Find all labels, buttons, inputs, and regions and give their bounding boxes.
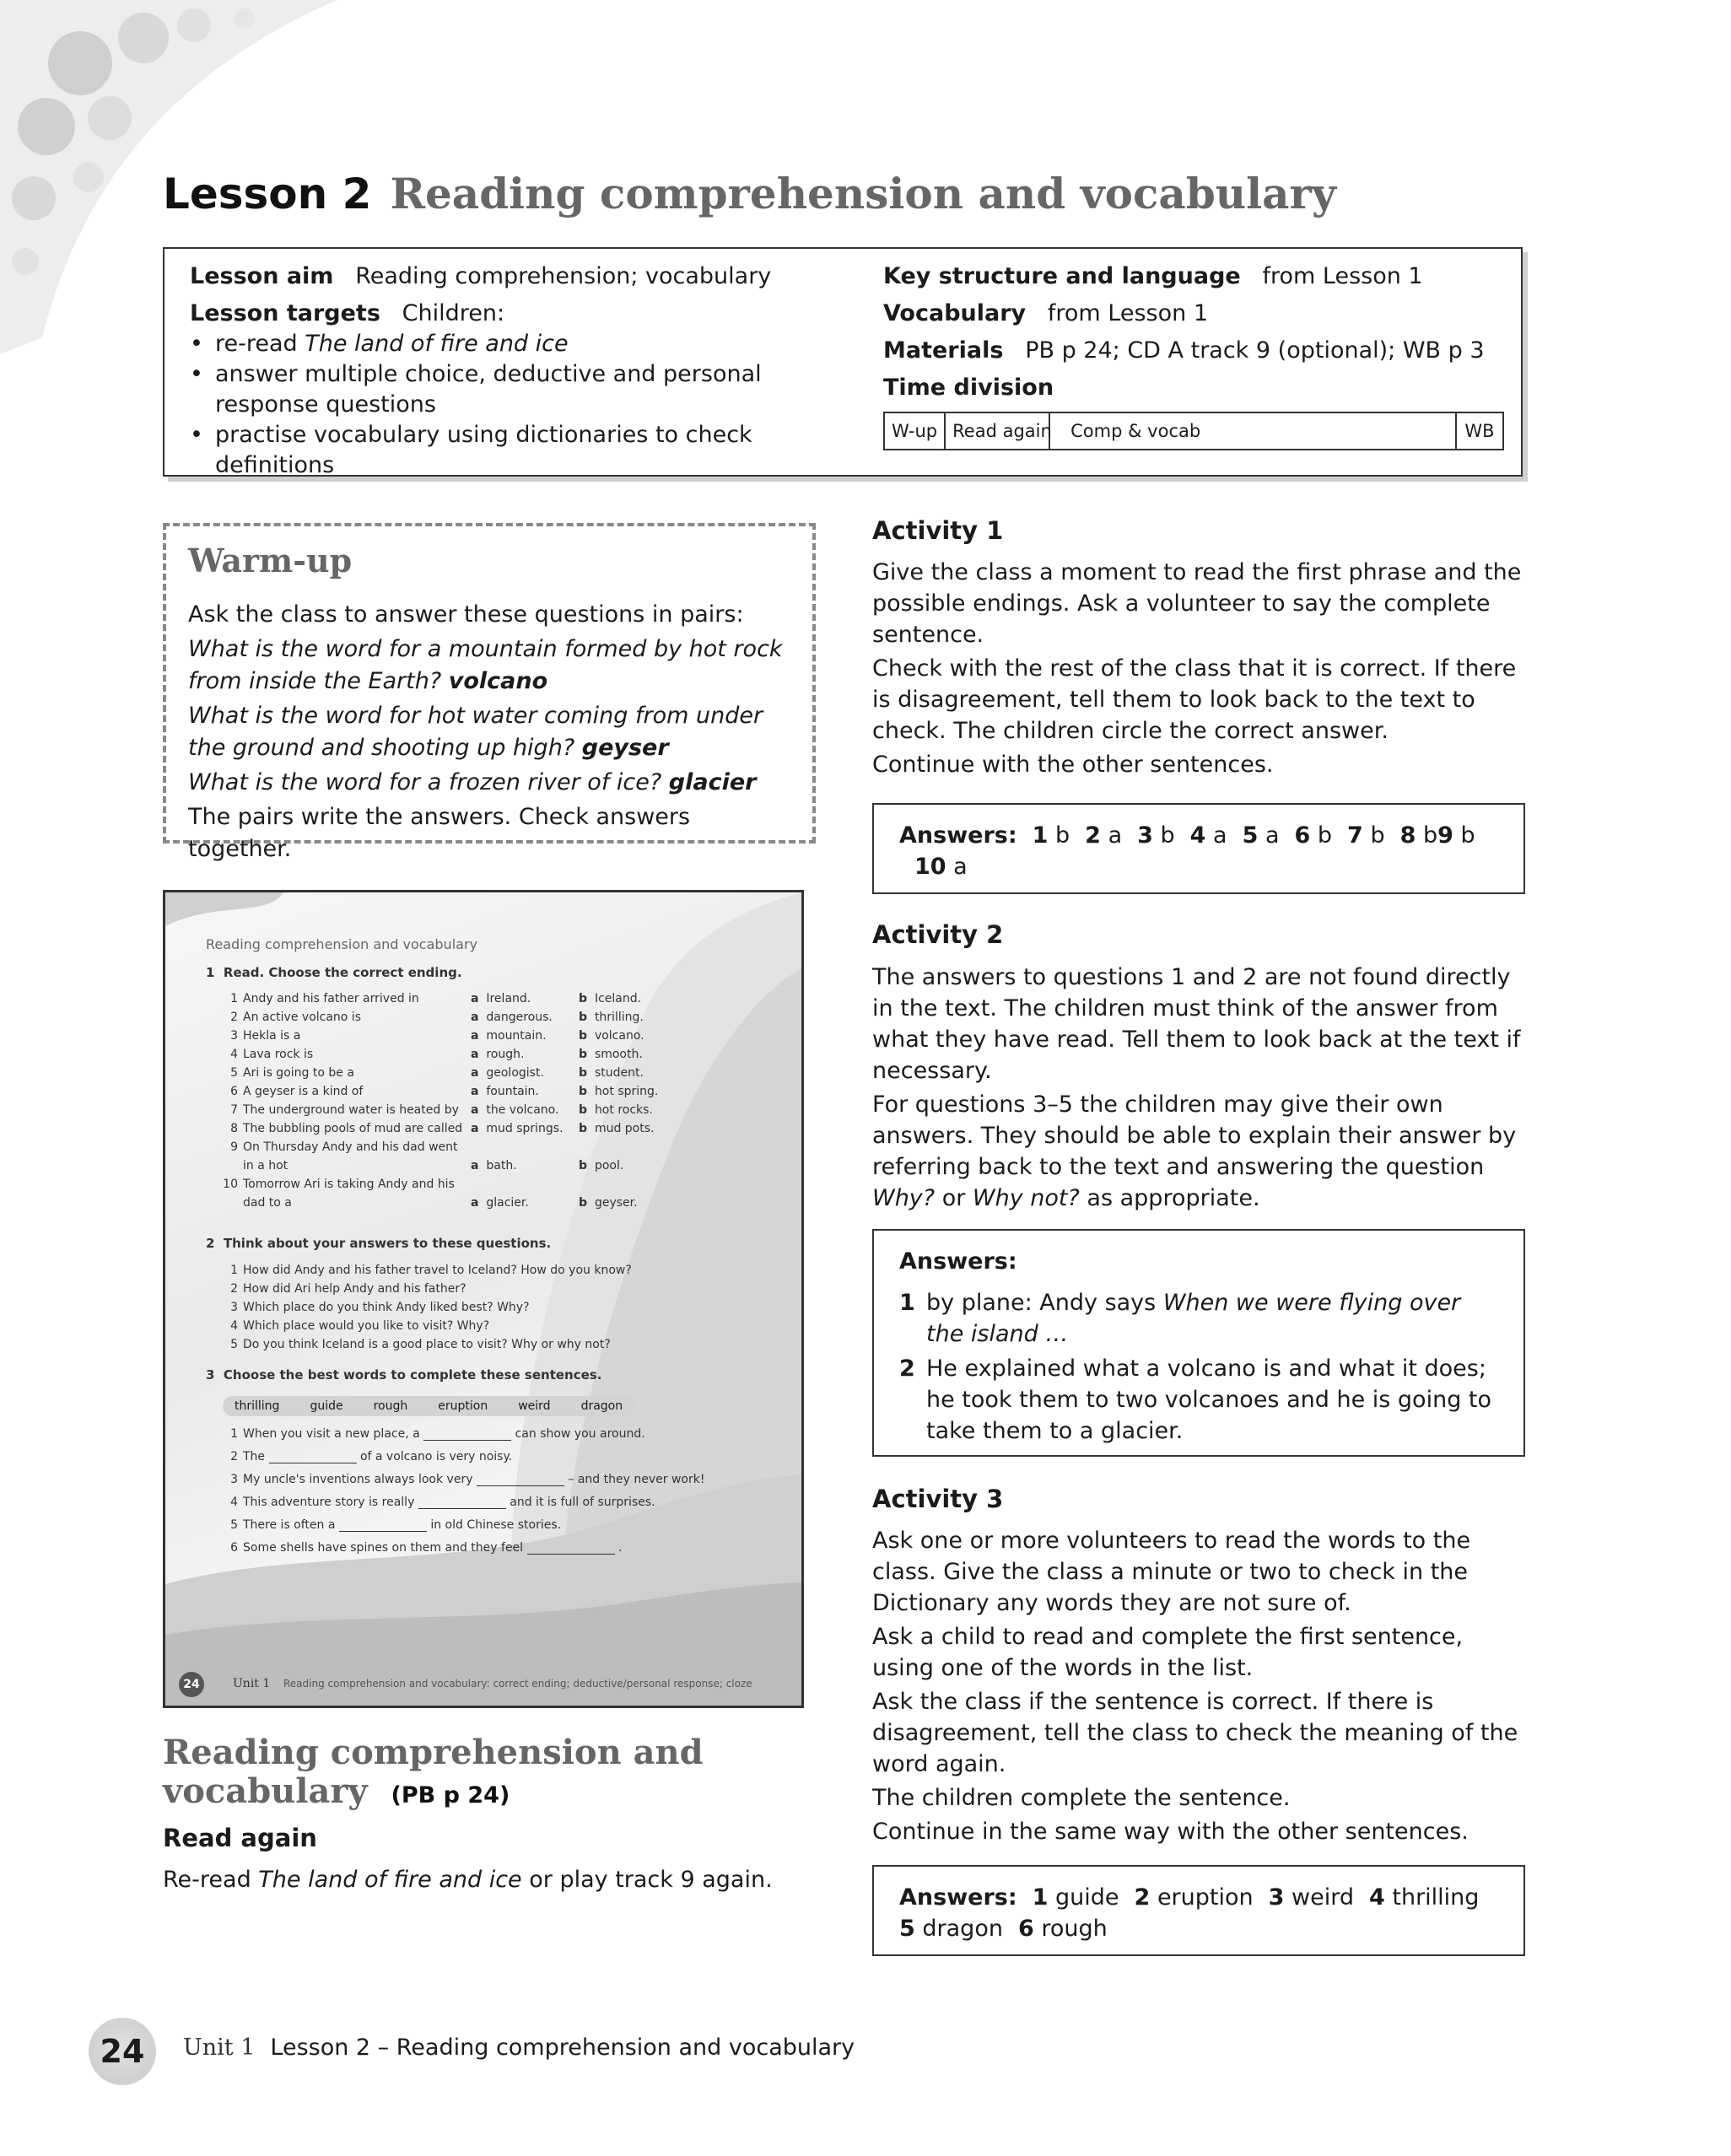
warm-up-title: Warm-up [188, 542, 353, 579]
activity-2-answers [872, 1229, 1525, 1457]
page-footer [183, 2035, 855, 2061]
warm-up-box [163, 523, 816, 862]
pb-option-b: b mud pots. [579, 1122, 655, 1135]
lesson-number: Lesson 2 [163, 170, 372, 218]
materials-label: Materials [883, 337, 1004, 364]
answer-item: 4 thrilling [1368, 1884, 1480, 1911]
lesson-aim-box [163, 247, 1523, 477]
pb-footer-text: Reading comprehension and vocabulary: correct ending; deductive/personal response; cloze [283, 1678, 752, 1690]
activity-3-answers [872, 1865, 1525, 1956]
materials-value: PB p 24; CD A track 9 (optional); WB p 3 [1025, 337, 1485, 364]
pupil-book-thumbnail [163, 890, 804, 1708]
pb-option-a: a fountain. [471, 1085, 539, 1098]
activity-2-text [872, 962, 1530, 1214]
pb-item-stem: Lava rock is [243, 1048, 314, 1061]
paragraph: Continue with the other sentences. [872, 752, 1274, 778]
pb-option-b: b student. [579, 1066, 644, 1080]
warm-up-intro: Ask the class to answer these questions in pairs: [188, 601, 744, 628]
pb-item-stem: An active volcano is [243, 1011, 361, 1024]
section-title-line: vocabulary (PB p 24) [163, 1771, 510, 1811]
vocabulary-value: from Lesson 1 [1047, 300, 1209, 326]
warm-up-question: What is the word for hot water coming from under the ground and shooting up high? geyser [188, 703, 763, 761]
pb-footer-unit: Unit 1 [233, 1677, 271, 1690]
pb-item-number: 9 [230, 1140, 238, 1154]
pb-option-a: a mud springs. [471, 1122, 564, 1135]
pb-option-a: a mountain. [471, 1029, 547, 1043]
time-division-label: Time division [883, 375, 1054, 401]
answer-item: 1 b [1032, 822, 1070, 849]
aim-label: Lesson aim [190, 263, 334, 289]
paragraph: For questions 3–5 the children may give their own answers. They should be able to explain their answer by referring back to the text and answering the question Why? or Why not? as appropriate. [872, 1091, 1517, 1211]
page-number: 24 [89, 2018, 156, 2085]
pb-item-stem: Tomorrow Ari is taking Andy and his [243, 1178, 455, 1191]
read-again-text: Re-read The land of fire and ice or play track 9 again. [163, 1867, 773, 1893]
pb-option-b: b volcano. [579, 1029, 644, 1043]
pb-item-number: 5 [230, 1066, 238, 1080]
pb-item-number: 1 [230, 1427, 238, 1441]
pb-item-number: 4 [230, 1319, 238, 1333]
answer-item: 4 a [1189, 822, 1227, 849]
pb-item-number: 6 [230, 1085, 238, 1098]
pb-question: Do you think Iceland is a good place to visit? Why or why not? [243, 1338, 611, 1351]
warm-up-question: What is the word for a mountain formed by hot rock from inside the Earth? volcano [188, 636, 783, 694]
answer-item: 7 b [1347, 822, 1385, 849]
targets-label: Lesson targets [190, 300, 380, 326]
time-segment: Read again [946, 413, 1050, 449]
answer-item: 1 guide [1032, 1884, 1119, 1911]
pb-item-number: 3 [230, 1029, 238, 1043]
warm-up-outro: The pairs write the answers. Check answers together. [188, 804, 691, 862]
pb-option-a: a dangerous. [471, 1011, 553, 1024]
answer-item: 10 a [914, 854, 968, 880]
paragraph: Ask the class if the sentence is correct. If there is disagreement, tell the class to check the meaning of the word again. [872, 1689, 1518, 1777]
answer-item: 6 rough [1017, 1916, 1108, 1942]
pb-option-b: b pool. [579, 1159, 624, 1172]
activity-3-title: Activity 3 [872, 1485, 1004, 1513]
answers-label: Answers: [899, 822, 1017, 849]
pb-option-b: b hot rocks. [579, 1103, 653, 1117]
time-segment: W-up [885, 413, 946, 449]
aim-value: Reading comprehension; vocabulary [355, 263, 772, 289]
pb-item-number: 2 [230, 1450, 238, 1463]
key-structure-label: Key structure and language [883, 263, 1241, 289]
answer-item: 6 b [1294, 822, 1333, 849]
paragraph: Check with the rest of the class that it is correct. If there is disagreement, tell them to look back to the text to check. The children circle the correct answer. [872, 655, 1517, 744]
page-title [163, 169, 1336, 218]
paragraph: Give the class a moment to read the first phrase and the possible endings. Ask a volunteer to say the complete sentence. [872, 559, 1522, 648]
pb-item-stem: Andy and his father arrived in [243, 992, 419, 1005]
pb-cloze-sentence: There is often a in old Chinese stories. [243, 1518, 562, 1532]
pb-heading: Reading comprehension and vocabulary [206, 936, 477, 952]
answers-label: Answers: [899, 1248, 1017, 1275]
pb-item-stem: The bubbling pools of mud are called [243, 1122, 463, 1135]
activity-1-title: Activity 1 [872, 516, 1004, 545]
answer-item: 8 b [1399, 822, 1438, 849]
pb-question: How did Andy and his father travel to Iceland? How do you know? [243, 1264, 632, 1277]
answer-item: 1 by plane: Andy says When we were flying over the island … [899, 1290, 1461, 1347]
pb-option-a: a rough. [471, 1048, 525, 1061]
paragraph: Continue in the same way with the other sentences. [872, 1819, 1469, 1845]
pb-item-number: 1 [230, 1264, 238, 1277]
pb-item-number: 2 [230, 1282, 238, 1296]
pb-option-a: a geologist. [471, 1066, 544, 1080]
pb-item-number: 1 [230, 992, 238, 1005]
pb-item-number: 3 [230, 1473, 238, 1486]
pb-option-a: a Ireland. [471, 992, 531, 1005]
pb-item-stem: dad to a [243, 1196, 292, 1210]
read-again-heading: Read again [163, 1824, 317, 1852]
pb-option-b: b Iceland. [579, 992, 642, 1005]
pb-cloze-sentence: This adventure story is really and it is full of surprises. [243, 1496, 655, 1509]
pb-cloze-sentence: The of a volcano is very noisy. [243, 1450, 513, 1463]
footer-unit: Unit 1 [183, 2035, 256, 2061]
answer-item: 5 a [1242, 822, 1280, 849]
answer-item: 2 a [1085, 822, 1123, 849]
paragraph: Ask one or more volunteers to read the words to the class. Give the class a minute or two to check in the Dictionary any words they are not sure of. [872, 1528, 1471, 1616]
pb-cloze-sentence: Some shells have spines on them and they feel . [243, 1541, 623, 1555]
answer-item: 5 dragon [899, 1916, 1003, 1942]
activity-3-text [872, 1525, 1530, 1847]
pb-item-number: 3 [230, 1301, 238, 1314]
pb-word-bank: thrilling guide rough eruption weird dragon [223, 1396, 634, 1416]
warm-up-question: What is the word for a frozen river of ice? glacier [188, 769, 757, 795]
paragraph: The answers to questions 1 and 2 are not found directly in the text. The children must think of the answer from what they have read. Tell them to look back at the text if necessary. [872, 964, 1521, 1084]
pb-ex3-title: 3 Choose the best words to complete these sentences. [206, 1367, 602, 1383]
section-title [163, 1733, 704, 1815]
paragraph: Ask a child to read and complete the first sentence, using one of the words in the list. [872, 1624, 1464, 1681]
pb-reference: (PB p 24) [391, 1782, 510, 1808]
time-segment: Comp & vocab [1050, 413, 1457, 449]
pb-item-number: 6 [230, 1541, 238, 1555]
target-item: • re-read The land of fire and ice [215, 329, 848, 359]
time-division-bar [883, 412, 1504, 450]
lesson-title: Reading comprehension and vocabulary [390, 169, 1336, 218]
pb-option-b: b hot spring. [579, 1085, 659, 1098]
pb-item-number: 4 [230, 1048, 238, 1061]
answer-item: 2 eruption [1134, 1884, 1254, 1911]
targets-value: Children: [402, 300, 505, 326]
pb-item-number: 2 [230, 1011, 238, 1024]
footer-text: Lesson 2 – Reading comprehension and vocabulary [270, 2035, 855, 2061]
pb-question: How did Ari help Andy and his father? [243, 1282, 466, 1296]
pb-item-stem: Ari is going to be a [243, 1066, 354, 1080]
pb-item-number: 4 [230, 1496, 238, 1509]
answer-item: 2 He explained what a volcano is and what it does; he took them to two volcanoes and he is going to take them to a glacier. [899, 1356, 1492, 1444]
key-structure-value: from Lesson 1 [1262, 263, 1423, 289]
answers-label: Answers: [899, 1884, 1017, 1911]
pb-item-number: 5 [230, 1338, 238, 1351]
pb-item-stem: A geyser is a kind of [243, 1085, 364, 1098]
time-segment: WB [1464, 421, 1495, 441]
pb-item-number: 5 [230, 1518, 238, 1532]
pb-ex1-title: 1 Read. Choose the correct ending. [206, 965, 462, 980]
pb-option-b: b geyser. [579, 1196, 638, 1210]
target-item: • practise vocabulary using dictionaries to check definitions [215, 420, 848, 481]
pb-option-b: b smooth. [579, 1048, 643, 1061]
pb-option-a: a bath. [471, 1159, 517, 1172]
activity-1-answers [872, 803, 1525, 894]
activity-2-title: Activity 2 [872, 920, 1004, 949]
pb-item-number: 7 [230, 1103, 238, 1117]
section-title-line: Reading comprehension and [163, 1733, 704, 1772]
pb-page-number: 24 [179, 1672, 204, 1697]
vocabulary-label: Vocabulary [883, 300, 1027, 326]
pb-ex2-title: 2 Think about your answers to these questions. [206, 1236, 552, 1251]
pb-cloze-sentence: When you visit a new place, a can show you around. [243, 1427, 645, 1441]
pb-item-stem: in a hot [243, 1159, 288, 1172]
pb-option-b: b thrilling. [579, 1011, 644, 1024]
paragraph: The children complete the sentence. [872, 1785, 1291, 1811]
pb-cloze-sentence: My uncle's inventions always look very – and they never work! [243, 1473, 705, 1486]
pb-item-stem: Hekla is a [243, 1029, 301, 1043]
answer-item: 9 b [1437, 822, 1475, 849]
activity-1-text [872, 557, 1530, 780]
answer-item: 3 weird [1268, 1884, 1354, 1911]
target-item: • answer multiple choice, deductive and personal response questions [215, 359, 848, 420]
pb-item-number: 10 [223, 1178, 238, 1191]
answer-item: 3 b [1137, 822, 1175, 849]
pb-question: Which place would you like to visit? Why? [243, 1319, 490, 1333]
pb-item-stem: On Thursday Andy and his dad went [243, 1140, 458, 1154]
pb-option-a: a glacier. [471, 1196, 529, 1210]
pb-question: Which place do you think Andy liked best? Why? [243, 1301, 530, 1314]
targets-list [190, 329, 848, 481]
pb-item-stem: The underground water is heated by [243, 1103, 459, 1117]
pb-item-number: 8 [230, 1122, 238, 1135]
pb-option-a: a the volcano. [471, 1103, 559, 1117]
